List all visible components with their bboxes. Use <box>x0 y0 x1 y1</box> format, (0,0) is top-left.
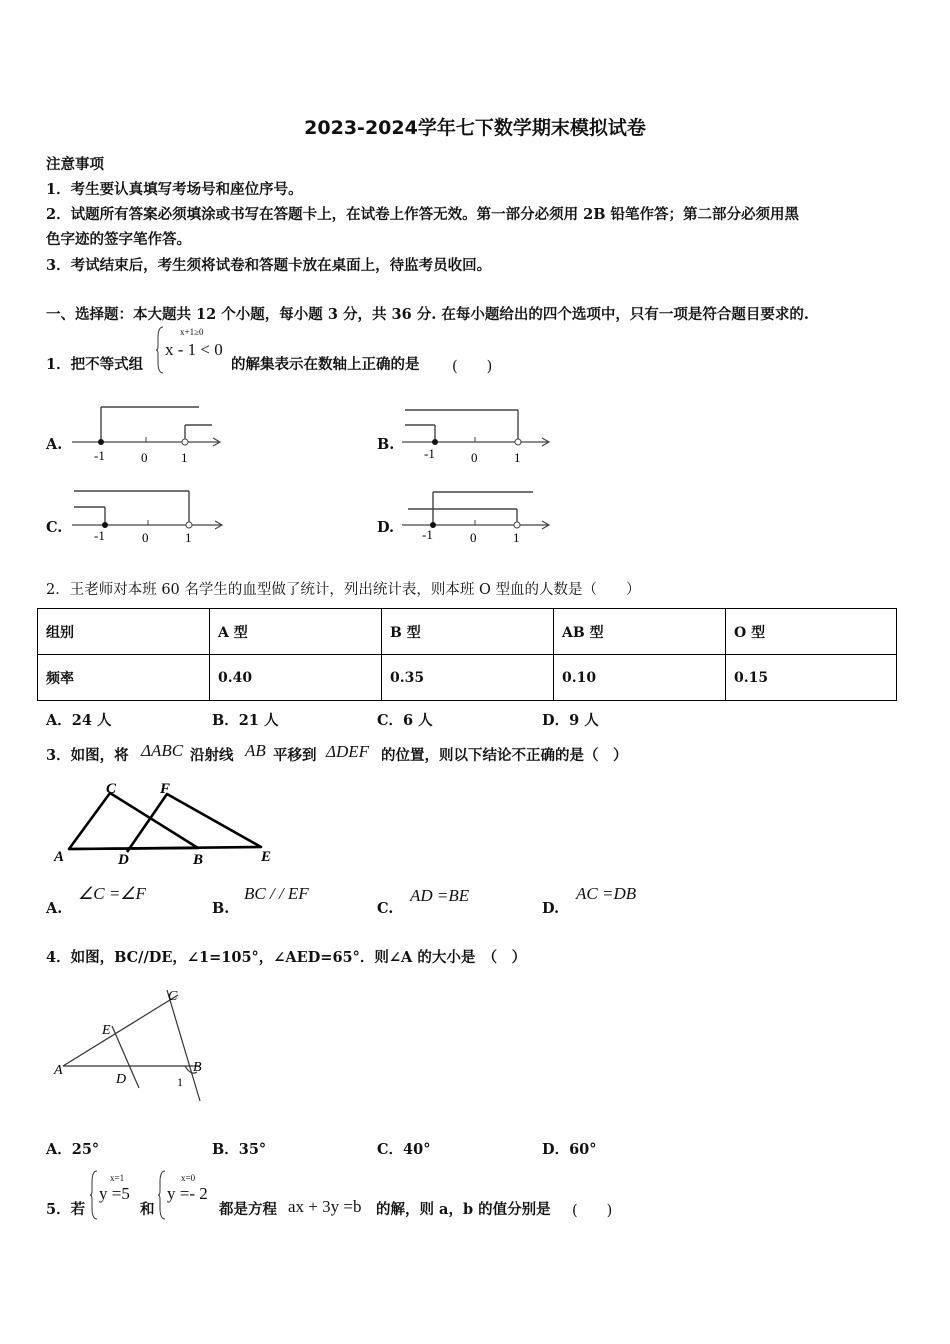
q5-equation: ax + 3y =b <box>288 1197 362 1216</box>
tick-label: -1 <box>424 446 435 461</box>
tick-label: 0 <box>142 530 149 545</box>
q5-system2-top: x=0 <box>181 1173 196 1183</box>
q2-option-b: B．21 人 <box>212 712 279 729</box>
q3-option-b-label: B. <box>212 900 230 917</box>
table-cell: 0.40 <box>210 655 382 701</box>
table-cell: 0.35 <box>382 655 554 701</box>
tick-label: -1 <box>422 527 433 542</box>
table-row <box>38 655 897 701</box>
q4-parallel-lines-figure <box>50 983 220 1108</box>
table-cell: O 型 <box>726 609 897 655</box>
tick-label: 0 <box>141 450 148 465</box>
notice-item: 色字迹的签字笔作答。 <box>46 231 191 248</box>
table-cell: 0.15 <box>726 655 897 701</box>
table-cell: A 型 <box>210 609 382 655</box>
point-label: E <box>102 1023 111 1038</box>
q1-number-line-c <box>64 483 234 551</box>
q5-system2-bottom: y =- 2 <box>167 1184 208 1203</box>
q5-prefix: 5．若 <box>46 1201 86 1218</box>
q5-brace-1 <box>89 1170 99 1220</box>
page-title: 2023-2024学年七下数学期末模拟试卷 <box>304 117 646 139</box>
table-cell: 0.10 <box>554 655 726 701</box>
point-label: C <box>168 989 178 1004</box>
q3-ray: AB <box>245 741 266 760</box>
q1-number-line-b <box>398 400 563 468</box>
point-label: D <box>116 1072 127 1087</box>
q5-suffix-b: 的解，则 a，b 的值分别是 <box>376 1201 551 1218</box>
vertex-label: F <box>160 781 171 797</box>
tick-label: 1 <box>185 530 192 545</box>
tick-label: 0 <box>471 450 478 465</box>
vertex-label: A <box>54 849 65 865</box>
q3-option-a-math: ∠C =∠F <box>78 884 146 903</box>
q4-option-b: B．35° <box>212 1141 267 1158</box>
q3-stem-b: 沿射线 <box>190 747 234 764</box>
vertex-label: E <box>261 849 272 865</box>
table-cell: AB 型 <box>554 609 726 655</box>
vertex-label: D <box>118 852 129 868</box>
angle-label: 1 <box>177 1075 183 1089</box>
q2-option-a: A．24 人 <box>46 712 112 729</box>
q5-and: 和 <box>140 1201 155 1218</box>
q3-option-c-math: AD =BE <box>410 886 470 905</box>
q2-option-d: D．9 人 <box>542 712 599 729</box>
q1-number-line-d <box>398 483 563 551</box>
notice-item: 3．考试结束后，考生须将试卷和答题卡放在桌面上，待监考员收回。 <box>46 257 492 274</box>
q1-system-line1: x+1≥0 <box>180 327 204 337</box>
q3-triangle-def: ΔDEF <box>326 742 370 761</box>
q1-brace <box>155 326 165 374</box>
tick-label: -1 <box>94 528 105 543</box>
q3-option-d-label: D. <box>542 900 560 917</box>
q1-option-b-label: B. <box>377 436 395 453</box>
vertex-label: C <box>106 781 117 797</box>
q1-prefix: 1．把不等式组 <box>46 356 144 373</box>
q3-option-c-label: C. <box>377 900 394 917</box>
tick-label: 1 <box>181 450 188 465</box>
q1-system-line2: x - 1 < 0 <box>165 340 223 359</box>
q1-option-a-label: A. <box>46 436 63 453</box>
q4-option-a: A．25° <box>46 1141 100 1158</box>
q1-suffix: 的解集表示在数轴上正确的是 <box>231 356 420 373</box>
table-cell: 组别 <box>38 609 210 655</box>
q3-option-d-math: AC =DB <box>576 884 637 903</box>
q3-translation-figure <box>48 775 288 870</box>
table-cell: B 型 <box>382 609 554 655</box>
q5-brace-2 <box>157 1170 167 1220</box>
q3-triangle-abc: ΔABC <box>141 741 184 760</box>
q5-answer-paren: ( ) <box>572 1203 613 1219</box>
section-heading: 一、选择题：本大题共 12 个小题，每小题 3 分，共 36 分. 在每小题给出的四个选项中，只有一项是符合题目要求的. <box>46 306 809 323</box>
tick-label: 1 <box>514 450 521 465</box>
point-label: B <box>193 1060 202 1075</box>
q1-option-c-label: C. <box>46 519 63 536</box>
notice-item: 1．考生要认真填写考场号和座位序号。 <box>46 181 303 198</box>
q3-stem-a: 3．如图，将 <box>46 747 129 764</box>
table-cell: 频率 <box>38 655 210 701</box>
q3-stem-c: 平移到 <box>273 747 317 764</box>
tick-label: 0 <box>470 530 477 545</box>
q1-option-d-label: D. <box>377 519 395 536</box>
point-label: A <box>54 1063 63 1078</box>
q2-option-c: C．6 人 <box>377 712 433 729</box>
q1-answer-paren: ( ) <box>452 359 493 375</box>
q3-option-a-label: A. <box>46 900 63 917</box>
q4-option-d: D．60° <box>542 1141 597 1158</box>
q3-stem-d: 的位置，则以下结论不正确的是（ ） <box>381 747 628 764</box>
notice-heading: 注意事项 <box>46 156 104 173</box>
tick-label: 1 <box>513 530 520 545</box>
q5-system1-bottom: y =5 <box>99 1184 130 1203</box>
q1-number-line-a <box>64 400 234 468</box>
tick-label: -1 <box>94 448 105 463</box>
q4-stem: 4．如图，BC//DE，∠1=105°，∠AED=65°．则∠A 的大小是 （ ） <box>46 949 527 966</box>
q5-system1-top: x=1 <box>110 1173 125 1183</box>
q5-suffix-a: 都是方程 <box>219 1201 277 1218</box>
notice-item: 2．试题所有答案必须填涂或书写在答题卡上，在试卷上作答无效。第一部分必须用 2B 铅笔作答；第二部分必须用黑 <box>46 206 800 223</box>
q2-stem: 2．王老师对本班 60 名学生的血型做了统计，列出统计表，则本班 O 型血的人数是（ ） <box>46 582 641 598</box>
q4-option-c: C．40° <box>377 1141 431 1158</box>
table-header-row <box>38 609 897 655</box>
vertex-label: B <box>193 852 204 868</box>
blood-type-table <box>37 608 897 701</box>
q3-option-b-math: BC / / EF <box>244 884 309 903</box>
